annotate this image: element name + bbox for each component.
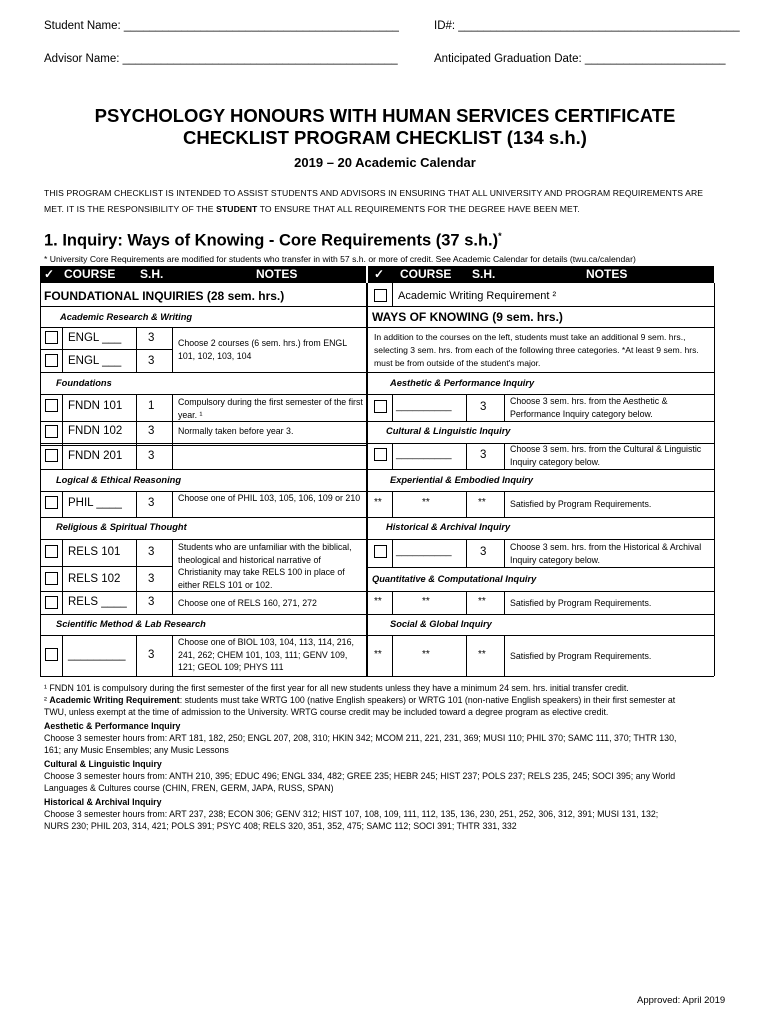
cultural-checkbox[interactable] bbox=[374, 448, 387, 461]
section-1-heading: 1. Inquiry: Ways of Knowing - Core Requirements (37 s.h.)* bbox=[44, 231, 502, 250]
engl-2-checkbox[interactable] bbox=[45, 354, 58, 367]
social-check: ** bbox=[374, 649, 382, 660]
experiential-sh: ** bbox=[478, 497, 486, 508]
science-note: Choose one of BIOL 103, 104, 113, 114, 216, 241, 262; CHEM 101, 103, 111; GENV 109, 121; GEOL 109; PHYS 111 bbox=[178, 637, 354, 672]
historical-note: Choose 3 sem. hrs. from the Historical & Archival Inquiry category below. bbox=[510, 542, 702, 565]
phil-sh: 3 bbox=[148, 497, 155, 509]
historical-list-heading: Historical & Archival Inquiry bbox=[44, 797, 162, 807]
rels102-checkbox[interactable] bbox=[45, 572, 58, 585]
fndn102-course: FNDN 102 bbox=[68, 425, 123, 437]
fndn201-course: FNDN 201 bbox=[68, 450, 123, 462]
left-table-header: ✓ COURSE S.H. NOTES bbox=[40, 266, 366, 283]
rels-elective-course: RELS ____ bbox=[68, 596, 127, 608]
cultural-note: Choose 3 sem. hrs. from the Cultural & Linguistic Inquiry category below. bbox=[510, 444, 702, 467]
advisor-name-field[interactable]: Advisor Name: ___________________________________________ bbox=[44, 53, 398, 65]
aesthetic-list-line2: 161; any Music Ensembles; any Music Lessons bbox=[44, 745, 229, 755]
social-note: Satisfied by Program Requirements. bbox=[510, 651, 652, 661]
rels101-sh: 3 bbox=[148, 546, 155, 558]
social-course: ** bbox=[422, 649, 430, 660]
rels-elective-sh: 3 bbox=[148, 596, 155, 608]
historical-course: __________ bbox=[396, 546, 452, 557]
academic-calendar: 2019 – 20 Academic Calendar bbox=[294, 155, 476, 170]
check-icon: ✓ bbox=[374, 267, 385, 281]
engl-1-checkbox[interactable] bbox=[45, 331, 58, 344]
experiential-check: ** bbox=[374, 497, 382, 508]
engl-1-course: ENGL ___ bbox=[68, 332, 122, 344]
academic-research-heading: Academic Research & Writing bbox=[60, 312, 193, 322]
foundations-heading: Foundations bbox=[56, 378, 112, 388]
logical-heading: Logical & Ethical Reasoning bbox=[56, 475, 182, 485]
rels102-sh: 3 bbox=[148, 573, 155, 585]
academic-writing-label: Academic Writing Requirement ² bbox=[398, 290, 557, 302]
fndn101-sh: 1 bbox=[148, 400, 155, 412]
aesthetic-list-line1: Choose 3 semester hours from: ART 181, 182, 250; ENGL 207, 208, 310; HKIN 342; MCOM 211, 221, 231, 369; MUSI 110; PHIL 370; SAMC 111, 370; THTR 130, bbox=[44, 733, 677, 743]
check-icon: ✓ bbox=[44, 267, 55, 281]
student-name-field[interactable]: Student Name: ___________________________________________ bbox=[44, 20, 399, 32]
page-title-line2: CHECKLIST PROGRAM CHECKLIST (134 s.h.) bbox=[183, 127, 587, 148]
engl-note: Choose 2 courses (6 sem. hrs.) from ENGL 101, 102, 103, 104 bbox=[178, 338, 347, 361]
fndn101-course: FNDN 101 bbox=[68, 400, 123, 412]
intro-line2: MET. IT IS THE RESPONSIBILITY OF THE STUDENT TO ENSURE THAT ALL REQUIREMENTS FOR THE DEGREE HAVE BEEN MET. bbox=[44, 204, 580, 214]
historical-sh: 3 bbox=[480, 546, 487, 558]
historical-heading: Historical & Archival Inquiry bbox=[386, 522, 511, 532]
historical-list-line1: Choose 3 semester hours from: ART 237, 238; ECON 306; GENV 312; HIST 107, 108, 109, 111, 112, 135, 136, 230, 251, 252, 306, 312, 391; MUSI 131, 132; bbox=[44, 809, 659, 819]
aesthetic-sh: 3 bbox=[480, 401, 487, 413]
phil-course: PHIL ____ bbox=[68, 497, 122, 509]
aesthetic-note: Choose 3 sem. hrs. from the Aesthetic & Performance Inquiry category below. bbox=[510, 396, 668, 419]
rels-elective-checkbox[interactable] bbox=[45, 596, 58, 609]
right-table-header: ✓ COURSE S.H. NOTES bbox=[368, 266, 714, 283]
fndn101-note: Compulsory during the first semester of the first year. ¹ bbox=[178, 397, 363, 420]
footnote-1: ¹ FNDN 101 is compulsory during the first semester of the first year for all new students unless they have a minimum 24 sem. hrs. initial transfer credit. bbox=[44, 683, 629, 693]
quantitative-check: ** bbox=[374, 596, 382, 607]
footnote-2: ² Academic Writing Requirement: students must take WRTG 100 (native English speakers) or WRTG 101 (non-native English speakers) in their first semester at bbox=[44, 695, 676, 705]
science-checkbox[interactable] bbox=[45, 648, 58, 661]
id-field[interactable]: ID#: ____________________________________________ bbox=[434, 20, 740, 32]
fndn102-checkbox[interactable] bbox=[45, 425, 58, 438]
historical-list-line2: NURS 230; PHIL 203, 314, 421; POLS 391; PSYC 408; RELS 320, 351, 352, 475; SAMC 112; SOCI 391; THTR 331, 332 bbox=[44, 821, 517, 831]
experiential-heading: Experiential & Embodied Inquiry bbox=[390, 475, 534, 485]
engl-2-sh: 3 bbox=[148, 355, 155, 367]
rels-elective-note: Choose one of RELS 160, 271, 272 bbox=[178, 598, 317, 608]
aesthetic-checkbox[interactable] bbox=[374, 400, 387, 413]
social-sh: ** bbox=[478, 649, 486, 660]
science-course: _________ bbox=[68, 649, 126, 661]
rels101-checkbox[interactable] bbox=[45, 545, 58, 558]
science-sh: 3 bbox=[148, 649, 155, 661]
fndn102-note: Normally taken before year 3. bbox=[178, 426, 294, 436]
footnote-2-cont: TWU, unless exempt at the time of admission to the University. WRTG course credit may be included toward a degree program as elective credit. bbox=[44, 707, 609, 717]
cultural-heading: Cultural & Linguistic Inquiry bbox=[386, 426, 511, 436]
fndn102-sh: 3 bbox=[148, 425, 155, 437]
quantitative-course: ** bbox=[422, 596, 430, 607]
approved-date: Approved: April 2019 bbox=[637, 995, 726, 1006]
section-1-note: * University Core Requirements are modified for students who transfer in with 57 s.h. or more of credit. See Academic Calendar for details (twu.ca/calendar) bbox=[44, 254, 636, 264]
intro-line1: THIS PROGRAM CHECKLIST IS INTENDED TO ASSIST STUDENTS AND ADVISORS IN ENSURING THAT ALL UNIVERSITY AND PROGRAM REQUIREMENTS ARE bbox=[44, 188, 704, 198]
quantitative-note: Satisfied by Program Requirements. bbox=[510, 598, 652, 608]
quantitative-heading: Quantitative & Computational Inquiry bbox=[372, 574, 537, 584]
rels-note: Students who are unfamiliar with the biblical, theological and historical narrative of Christianity may take RELS 100 in place of either RELS 101 or 102. bbox=[178, 542, 352, 590]
quantitative-sh: ** bbox=[478, 596, 486, 607]
fndn201-checkbox[interactable] bbox=[45, 449, 58, 462]
graduation-date-field[interactable]: Anticipated Graduation Date: ______________________ bbox=[434, 53, 726, 65]
aesthetic-course: __________ bbox=[396, 401, 452, 412]
foundational-inquiries-heading: FOUNDATIONAL INQUIRIES (28 sem. hrs.) bbox=[44, 289, 285, 303]
experiential-note: Satisfied by Program Requirements. bbox=[510, 499, 652, 509]
aesthetic-list-heading: Aesthetic & Performance Inquiry bbox=[44, 721, 181, 731]
experiential-course: ** bbox=[422, 497, 430, 508]
rels102-course: RELS 102 bbox=[68, 573, 121, 585]
aesthetic-heading: Aesthetic & Performance Inquiry bbox=[390, 378, 535, 388]
scientific-heading: Scientific Method & Lab Research bbox=[56, 619, 206, 629]
fndn201-sh: 3 bbox=[148, 450, 155, 462]
cultural-list-line2: Languages & Cultures course (CHIN, FREN, GERM, JAPA, RUSS, SPAN) bbox=[44, 783, 334, 793]
academic-writing-checkbox[interactable] bbox=[374, 289, 387, 302]
ways-of-knowing-heading: WAYS OF KNOWING (9 sem. hrs.) bbox=[372, 310, 563, 324]
cultural-course: __________ bbox=[396, 449, 452, 460]
cultural-list-heading: Cultural & Linguistic Inquiry bbox=[44, 759, 162, 769]
cultural-list-line1: Choose 3 semester hours from: ANTH 210, 395; EDUC 496; ENGL 334, 482; GREE 235; HEBR 245; HIST 237; POLS 237; RELS 235, 245; SOCI 395; any World bbox=[44, 771, 676, 781]
phil-note: Choose one of PHIL 103, 105, 106, 109 or 210 bbox=[178, 493, 361, 503]
fndn101-checkbox[interactable] bbox=[45, 399, 58, 412]
ways-of-knowing-note: In addition to the courses on the left, students must take an additional 9 sem. hrs., selecting 3 sem. hrs. from each of the following three categories. *At least 9 sem. hrs. must be from outside of the student's major. bbox=[374, 332, 699, 368]
rels101-course: RELS 101 bbox=[68, 546, 121, 558]
religious-heading: Religious & Spiritual Thought bbox=[56, 522, 187, 532]
engl-2-course: ENGL ___ bbox=[68, 355, 122, 367]
cultural-sh: 3 bbox=[480, 449, 487, 461]
page-title-line1: PSYCHOLOGY HONOURS WITH HUMAN SERVICES CERTIFICATE bbox=[94, 105, 676, 126]
phil-checkbox[interactable] bbox=[45, 496, 58, 509]
engl-1-sh: 3 bbox=[148, 332, 155, 344]
social-heading: Social & Global Inquiry bbox=[390, 619, 492, 629]
historical-checkbox[interactable] bbox=[374, 545, 387, 558]
